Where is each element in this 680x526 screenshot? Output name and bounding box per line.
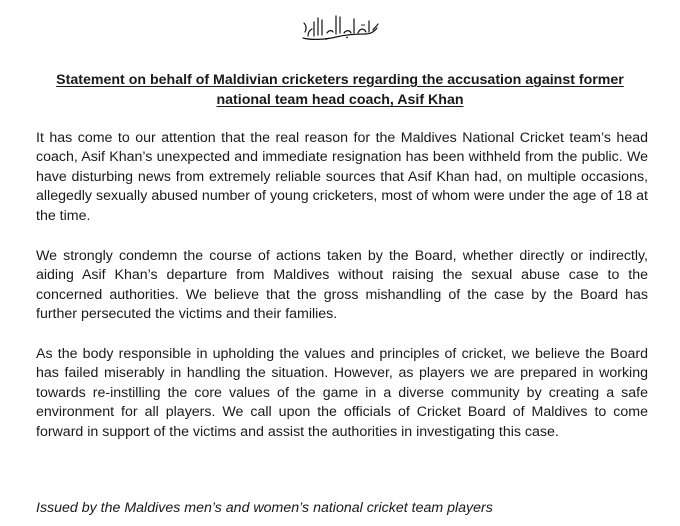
- basmala-calligraphy: [300, 12, 380, 44]
- paragraph-resignation: It has come to our attention that the real reason for the Maldives National Cricket team’s head coach, Asif Khan’s unexpected and immediate resignation has been withheld from the public. We have disturbing news from extremely reliable sources that Asif Khan had, on multiple occasions, allegedly sexually abused number of young cricketers, most of whom were under the age of 18 at the time.: [36, 130, 648, 224]
- paragraph-condemnation: We strongly condemn the course of actions taken by the Board, whether directly or indirectly, aiding Asif Khan’s departure from Maldives without raising the sexual abuse case to the concerned authorities. We believe that the gross mishandling of the case by the Board has further persecuted the victims and their families.: [36, 248, 648, 323]
- paragraph-call-to-action: As the body responsible in upholding the values and principles of cricket, we believe the Board has failed miserably in handling the situation. However, as players we are prepared in working towards re-instilling the core values of the game in a diverse community by creating a safe environment for all players. We call upon the officials of Cricket Board of Maldives to come forward in support of the victims and assist the authorities in investigating this case.: [36, 346, 648, 440]
- statement-title: Statement on behalf of Maldivian cricketers regarding the accusation against former national team head coach, Asif Khan: [56, 72, 624, 108]
- issued-by-signature: Issued by the Maldives men’s and women’s national cricket team players: [36, 500, 493, 516]
- calligraphy-icon: [300, 12, 380, 44]
